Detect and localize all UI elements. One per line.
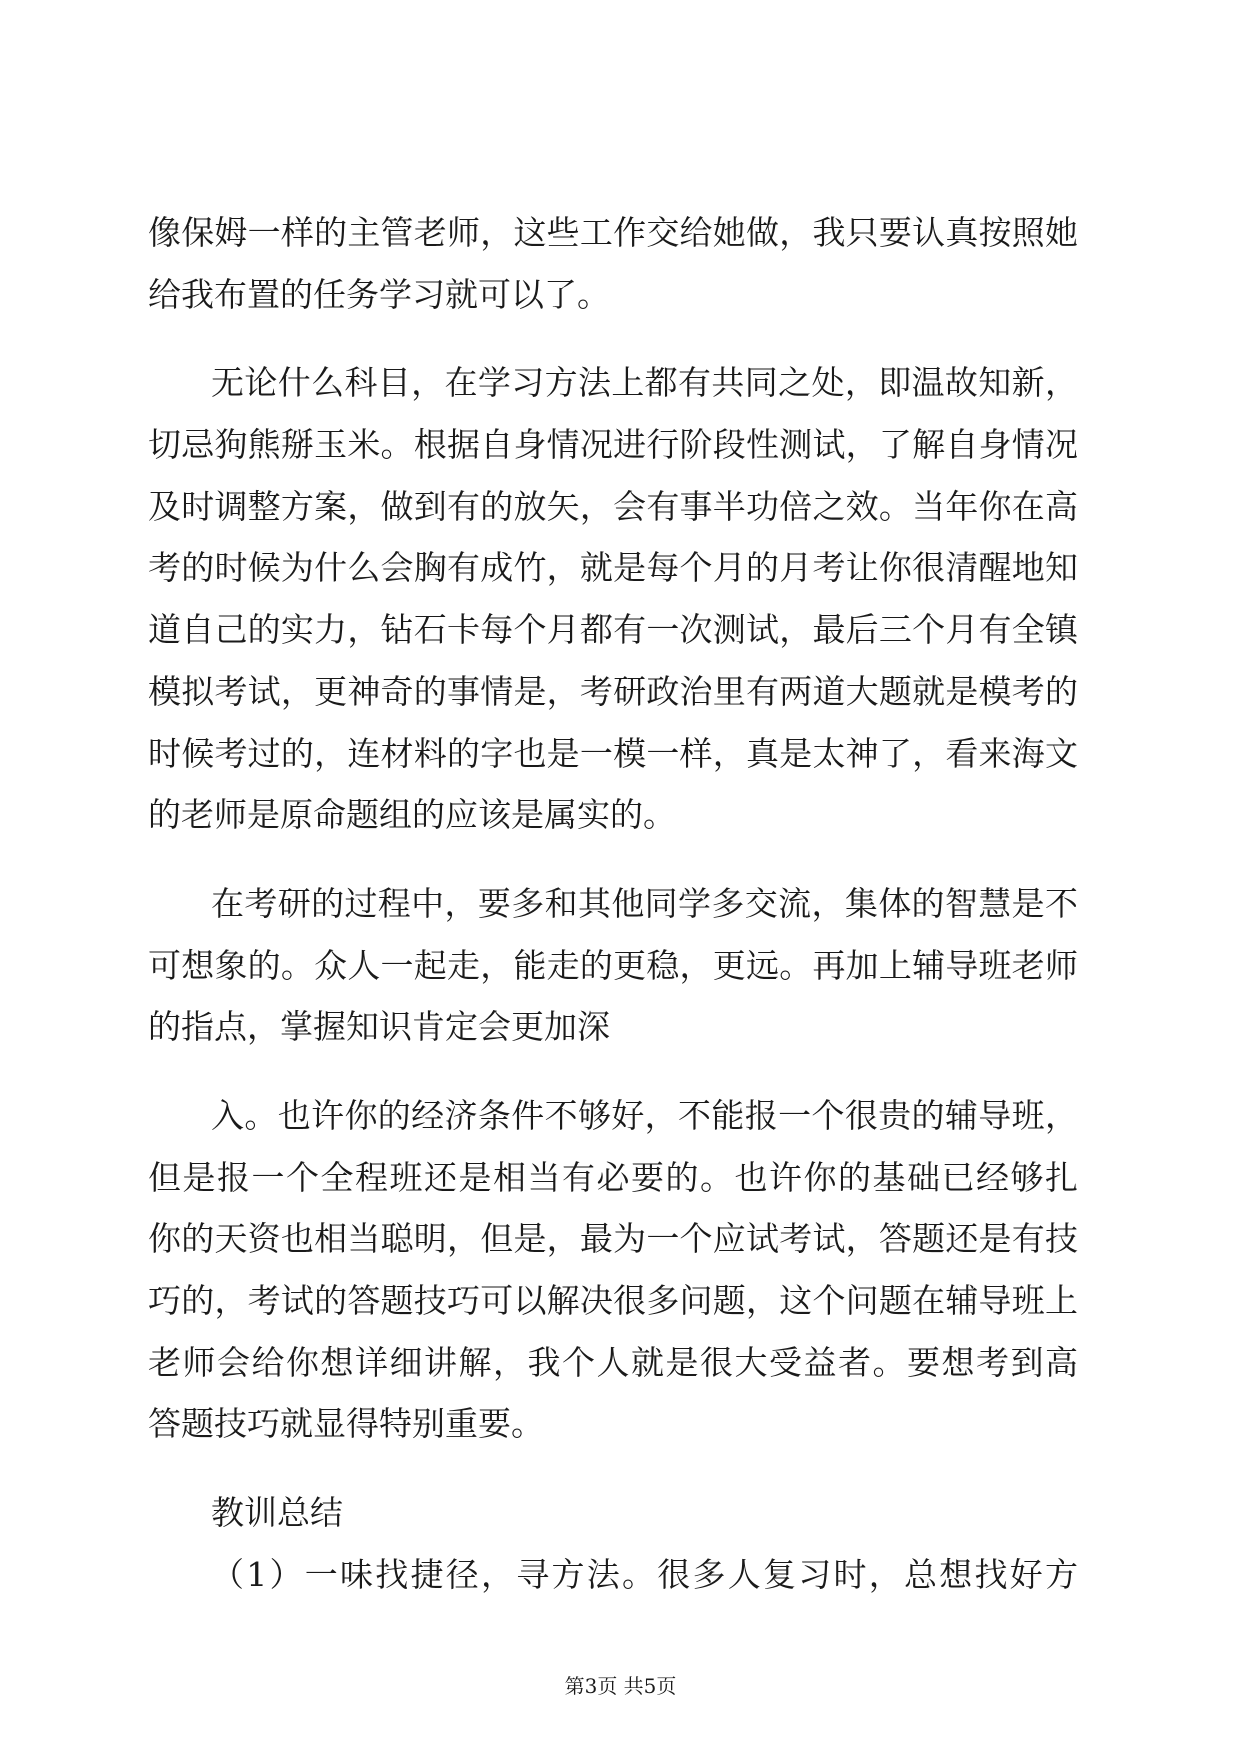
paragraph xyxy=(148,352,1078,846)
text-line: 时候考过的，连材料的字也是一模一样，真是太神了，看来海文 xyxy=(148,733,1078,773)
text-line: 在考研的过程中，要多和其他同学多交流，集体的智慧是不 xyxy=(211,883,1078,923)
text-line: 但是报一个全程班还是相当有必要的。也许你的基础已经够扎 xyxy=(148,1157,1078,1197)
text-line: 像保姆一样的主管老师，这些工作交给她做，我只要认真按照她 xyxy=(148,213,1078,252)
text-line: 的指点，掌握知识肯定会更加深 xyxy=(148,1007,610,1047)
paragraph xyxy=(148,1085,1078,1455)
text-line: 切忌狗熊掰玉米。根据自身情况进行阶段性测试，了解自身情况 xyxy=(148,425,1078,465)
page-number-footer: 第3页 共5页 xyxy=(564,1674,677,1698)
paragraph xyxy=(148,202,1078,325)
text-line: 给我布置的任务学习就可以了。 xyxy=(148,274,610,314)
section-heading xyxy=(148,1482,1078,1544)
text-line: 模拟考试，更神奇的事情是，考研政治里有两道大题就是模考的 xyxy=(148,671,1078,711)
text-line: 无论什么科目，在学习方法上都有共同之处，即温故知新， xyxy=(211,363,1078,403)
text-line: 及时调整方案，做到有的放矢，会有事半功倍之效。当年你在高 xyxy=(148,486,1078,526)
text-line: 可想象的。众人一起走，能走的更稳，更远。再加上辅导班老师 xyxy=(148,945,1078,985)
paragraph xyxy=(148,1544,1078,1606)
text-line: 答题技巧就显得特别重要。 xyxy=(148,1404,544,1444)
text-line: 教训总结 xyxy=(211,1493,343,1533)
text-line: 老师会给你想详细讲解，我个人就是很大受益者。要想考到高 xyxy=(148,1342,1078,1382)
text-line: （1）一味找捷径，寻方法。很多人复习时，总想找好方 xyxy=(211,1554,1078,1594)
text-line: 考的时候为什么会胸有成竹，就是每个月的月考让你很清醒地知 xyxy=(148,548,1078,588)
text-line: 入。也许你的经济条件不够好，不能报一个很贵的辅导班， xyxy=(211,1095,1078,1135)
text-line: 道自己的实力，钻石卡每个月都有一次测试，最后三个月有全镇 xyxy=(148,610,1078,650)
paragraph xyxy=(148,873,1078,1058)
text-line: 你的天资也相当聪明，但是，最为一个应试考试，答题还是有技 xyxy=(148,1219,1078,1259)
body-text xyxy=(148,202,1078,1605)
text-line: 的老师是原命题组的应该是属实的。 xyxy=(148,795,676,835)
text-line: 巧的，考试的答题技巧可以解决很多问题，这个问题在辅导班上 xyxy=(148,1281,1078,1320)
